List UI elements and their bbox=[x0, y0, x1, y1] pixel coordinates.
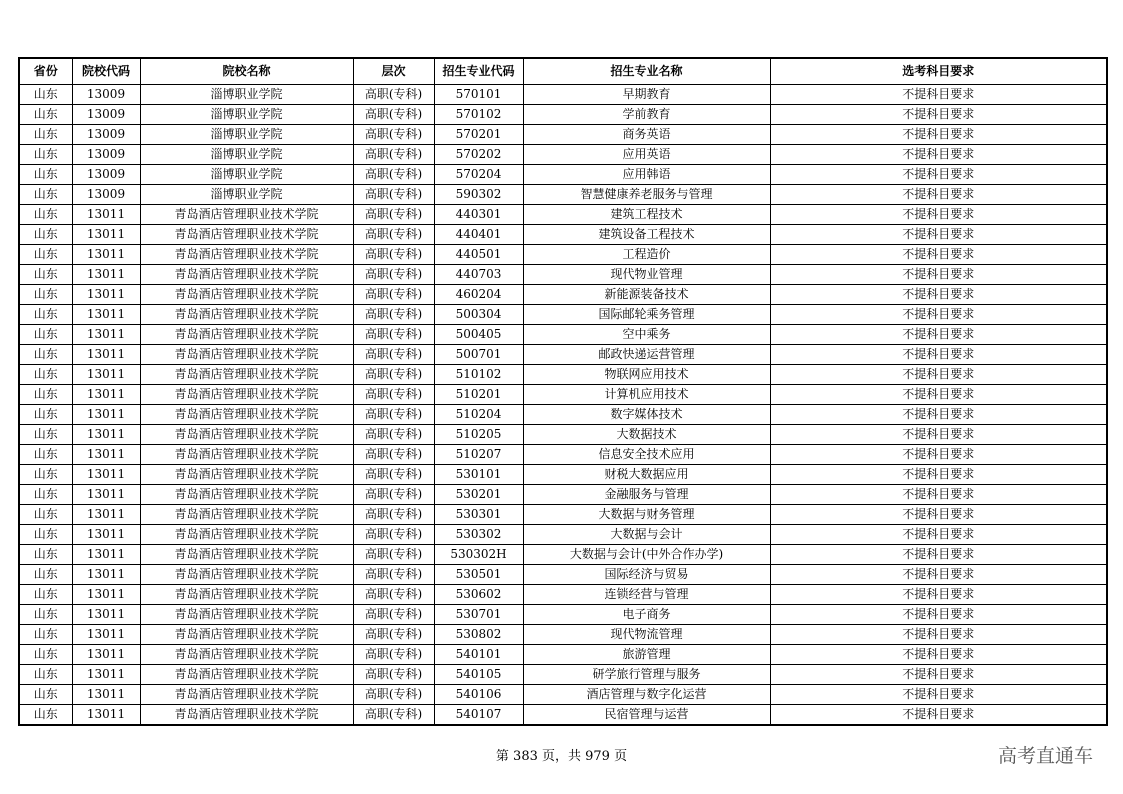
cell-school-code: 13011 bbox=[72, 325, 140, 345]
cell-subject-requirement: 不提科目要求 bbox=[770, 225, 1107, 245]
cell-level: 高职(专科) bbox=[353, 205, 434, 225]
cell-level: 高职(专科) bbox=[353, 465, 434, 485]
cell-school-code: 13011 bbox=[72, 665, 140, 685]
cell-major-name: 应用英语 bbox=[523, 145, 770, 165]
cell-major-code: 440501 bbox=[434, 245, 523, 265]
table-row bbox=[19, 325, 1107, 345]
cell-school-name: 青岛酒店管理职业技术学院 bbox=[140, 565, 353, 585]
cell-subject-requirement: 不提科目要求 bbox=[770, 505, 1107, 525]
table-row bbox=[19, 685, 1107, 705]
cell-school-name: 青岛酒店管理职业技术学院 bbox=[140, 345, 353, 365]
cell-subject-requirement: 不提科目要求 bbox=[770, 705, 1107, 726]
cell-major-name: 信息安全技术应用 bbox=[523, 445, 770, 465]
cell-subject-requirement: 不提科目要求 bbox=[770, 385, 1107, 405]
cell-level: 高职(专科) bbox=[353, 365, 434, 385]
cell-major-code: 530301 bbox=[434, 505, 523, 525]
cell-province: 山东 bbox=[19, 285, 72, 305]
cell-major-code: 530602 bbox=[434, 585, 523, 605]
cell-level: 高职(专科) bbox=[353, 645, 434, 665]
cell-major-code: 530501 bbox=[434, 565, 523, 585]
cell-province: 山东 bbox=[19, 85, 72, 105]
cell-province: 山东 bbox=[19, 525, 72, 545]
cell-school-name: 青岛酒店管理职业技术学院 bbox=[140, 365, 353, 385]
cell-province: 山东 bbox=[19, 685, 72, 705]
cell-school-name: 青岛酒店管理职业技术学院 bbox=[140, 225, 353, 245]
cell-school-name: 青岛酒店管理职业技术学院 bbox=[140, 505, 353, 525]
cell-subject-requirement: 不提科目要求 bbox=[770, 325, 1107, 345]
cell-major-code: 570202 bbox=[434, 145, 523, 165]
cell-major-code: 510102 bbox=[434, 365, 523, 385]
cell-major-code: 530302 bbox=[434, 525, 523, 545]
cell-major-code: 510201 bbox=[434, 385, 523, 405]
cell-school-code: 13011 bbox=[72, 405, 140, 425]
cell-school-code: 13011 bbox=[72, 645, 140, 665]
table-row bbox=[19, 305, 1107, 325]
table-header-row bbox=[19, 58, 1107, 85]
cell-major-name: 智慧健康养老服务与管理 bbox=[523, 185, 770, 205]
cell-school-name: 青岛酒店管理职业技术学院 bbox=[140, 625, 353, 645]
cell-major-name: 商务英语 bbox=[523, 125, 770, 145]
cell-major-code: 510204 bbox=[434, 405, 523, 425]
cell-major-code: 440301 bbox=[434, 205, 523, 225]
cell-province: 山东 bbox=[19, 365, 72, 385]
cell-school-name: 青岛酒店管理职业技术学院 bbox=[140, 705, 353, 726]
cell-province: 山东 bbox=[19, 345, 72, 365]
cell-major-name: 工程造价 bbox=[523, 245, 770, 265]
cell-school-code: 13009 bbox=[72, 145, 140, 165]
table-row bbox=[19, 645, 1107, 665]
table-row bbox=[19, 705, 1107, 726]
cell-subject-requirement: 不提科目要求 bbox=[770, 565, 1107, 585]
cell-subject-requirement: 不提科目要求 bbox=[770, 585, 1107, 605]
table-row bbox=[19, 445, 1107, 465]
cell-province: 山东 bbox=[19, 185, 72, 205]
cell-school-name: 青岛酒店管理职业技术学院 bbox=[140, 385, 353, 405]
cell-province: 山东 bbox=[19, 585, 72, 605]
cell-province: 山东 bbox=[19, 485, 72, 505]
cell-major-name: 计算机应用技术 bbox=[523, 385, 770, 405]
cell-school-name: 青岛酒店管理职业技术学院 bbox=[140, 285, 353, 305]
cell-school-code: 13009 bbox=[72, 165, 140, 185]
cell-school-code: 13011 bbox=[72, 365, 140, 385]
cell-major-name: 学前教育 bbox=[523, 105, 770, 125]
cell-subject-requirement: 不提科目要求 bbox=[770, 625, 1107, 645]
cell-major-code: 570102 bbox=[434, 105, 523, 125]
cell-major-name: 现代物流管理 bbox=[523, 625, 770, 645]
cell-school-code: 13011 bbox=[72, 265, 140, 285]
cell-major-name: 邮政快递运营管理 bbox=[523, 345, 770, 365]
cell-school-name: 青岛酒店管理职业技术学院 bbox=[140, 425, 353, 445]
cell-major-name: 民宿管理与运营 bbox=[523, 705, 770, 726]
cell-subject-requirement: 不提科目要求 bbox=[770, 485, 1107, 505]
cell-province: 山东 bbox=[19, 225, 72, 245]
cell-major-name: 大数据技术 bbox=[523, 425, 770, 445]
cell-level: 高职(专科) bbox=[353, 705, 434, 726]
cell-subject-requirement: 不提科目要求 bbox=[770, 685, 1107, 705]
cell-major-code: 500701 bbox=[434, 345, 523, 365]
cell-major-name: 新能源装备技术 bbox=[523, 285, 770, 305]
cell-school-code: 13011 bbox=[72, 225, 140, 245]
cell-province: 山东 bbox=[19, 245, 72, 265]
cell-school-name: 青岛酒店管理职业技术学院 bbox=[140, 525, 353, 545]
cell-school-code: 13009 bbox=[72, 105, 140, 125]
table-row bbox=[19, 365, 1107, 385]
table-row bbox=[19, 385, 1107, 405]
cell-school-code: 13011 bbox=[72, 605, 140, 625]
cell-school-code: 13009 bbox=[72, 85, 140, 105]
cell-school-name: 青岛酒店管理职业技术学院 bbox=[140, 325, 353, 345]
cell-level: 高职(专科) bbox=[353, 665, 434, 685]
cell-major-code: 510207 bbox=[434, 445, 523, 465]
cell-level: 高职(专科) bbox=[353, 85, 434, 105]
column-header-major-name: 招生专业名称 bbox=[523, 58, 770, 85]
cell-province: 山东 bbox=[19, 125, 72, 145]
cell-major-name: 建筑工程技术 bbox=[523, 205, 770, 225]
cell-level: 高职(专科) bbox=[353, 285, 434, 305]
cell-level: 高职(专科) bbox=[353, 505, 434, 525]
cell-major-code: 460204 bbox=[434, 285, 523, 305]
cell-province: 山东 bbox=[19, 265, 72, 285]
cell-major-code: 570204 bbox=[434, 165, 523, 185]
cell-province: 山东 bbox=[19, 505, 72, 525]
page-number: 第 383 页，共 979 页 bbox=[495, 749, 628, 764]
cell-school-name: 青岛酒店管理职业技术学院 bbox=[140, 465, 353, 485]
cell-level: 高职(专科) bbox=[353, 345, 434, 365]
cell-major-name: 大数据与财务管理 bbox=[523, 505, 770, 525]
table-row bbox=[19, 485, 1107, 505]
cell-level: 高职(专科) bbox=[353, 605, 434, 625]
cell-school-name: 青岛酒店管理职业技术学院 bbox=[140, 245, 353, 265]
cell-school-name: 青岛酒店管理职业技术学院 bbox=[140, 445, 353, 465]
cell-level: 高职(专科) bbox=[353, 685, 434, 705]
cell-level: 高职(专科) bbox=[353, 125, 434, 145]
cell-level: 高职(专科) bbox=[353, 325, 434, 345]
cell-school-code: 13011 bbox=[72, 565, 140, 585]
cell-school-name: 青岛酒店管理职业技术学院 bbox=[140, 545, 353, 565]
cell-level: 高职(专科) bbox=[353, 565, 434, 585]
cell-level: 高职(专科) bbox=[353, 185, 434, 205]
cell-level: 高职(专科) bbox=[353, 245, 434, 265]
cell-subject-requirement: 不提科目要求 bbox=[770, 465, 1107, 485]
cell-subject-requirement: 不提科目要求 bbox=[770, 445, 1107, 465]
cell-level: 高职(专科) bbox=[353, 165, 434, 185]
cell-major-name: 电子商务 bbox=[523, 605, 770, 625]
table-row bbox=[19, 265, 1107, 285]
table-row bbox=[19, 465, 1107, 485]
table-row bbox=[19, 165, 1107, 185]
table-row bbox=[19, 125, 1107, 145]
cell-province: 山东 bbox=[19, 445, 72, 465]
cell-major-code: 540101 bbox=[434, 645, 523, 665]
column-header-school-name: 院校名称 bbox=[140, 58, 353, 85]
cell-level: 高职(专科) bbox=[353, 265, 434, 285]
cell-province: 山东 bbox=[19, 605, 72, 625]
cell-major-name: 早期教育 bbox=[523, 85, 770, 105]
column-header-major-code: 招生专业代码 bbox=[434, 58, 523, 85]
table-row bbox=[19, 245, 1107, 265]
cell-school-code: 13011 bbox=[72, 445, 140, 465]
cell-school-code: 13011 bbox=[72, 705, 140, 726]
table-row bbox=[19, 225, 1107, 245]
cell-major-code: 500405 bbox=[434, 325, 523, 345]
cell-subject-requirement: 不提科目要求 bbox=[770, 425, 1107, 445]
cell-subject-requirement: 不提科目要求 bbox=[770, 165, 1107, 185]
cell-school-code: 13011 bbox=[72, 585, 140, 605]
cell-school-code: 13011 bbox=[72, 485, 140, 505]
cell-subject-requirement: 不提科目要求 bbox=[770, 665, 1107, 685]
cell-major-name: 大数据与会计(中外合作办学) bbox=[523, 545, 770, 565]
cell-major-name: 研学旅行管理与服务 bbox=[523, 665, 770, 685]
cell-subject-requirement: 不提科目要求 bbox=[770, 365, 1107, 385]
cell-level: 高职(专科) bbox=[353, 625, 434, 645]
cell-province: 山东 bbox=[19, 405, 72, 425]
cell-level: 高职(专科) bbox=[353, 585, 434, 605]
table-row bbox=[19, 525, 1107, 545]
cell-major-code: 540107 bbox=[434, 705, 523, 726]
cell-school-code: 13011 bbox=[72, 205, 140, 225]
cell-subject-requirement: 不提科目要求 bbox=[770, 405, 1107, 425]
cell-school-code: 13011 bbox=[72, 505, 140, 525]
cell-school-code: 13009 bbox=[72, 125, 140, 145]
cell-major-code: 570201 bbox=[434, 125, 523, 145]
cell-major-code: 500304 bbox=[434, 305, 523, 325]
column-header-subject-requirement: 选考科目要求 bbox=[770, 58, 1107, 85]
cell-level: 高职(专科) bbox=[353, 445, 434, 465]
cell-province: 山东 bbox=[19, 565, 72, 585]
cell-level: 高职(专科) bbox=[353, 425, 434, 445]
cell-major-name: 财税大数据应用 bbox=[523, 465, 770, 485]
cell-subject-requirement: 不提科目要求 bbox=[770, 85, 1107, 105]
cell-level: 高职(专科) bbox=[353, 225, 434, 245]
cell-school-name: 淄博职业学院 bbox=[140, 165, 353, 185]
table-row bbox=[19, 405, 1107, 425]
cell-subject-requirement: 不提科目要求 bbox=[770, 185, 1107, 205]
cell-major-name: 金融服务与管理 bbox=[523, 485, 770, 505]
cell-subject-requirement: 不提科目要求 bbox=[770, 285, 1107, 305]
table-row bbox=[19, 585, 1107, 605]
cell-level: 高职(专科) bbox=[353, 305, 434, 325]
cell-school-code: 13011 bbox=[72, 625, 140, 645]
cell-level: 高职(专科) bbox=[353, 405, 434, 425]
cell-school-code: 13011 bbox=[72, 425, 140, 445]
column-header-school-code: 院校代码 bbox=[72, 58, 140, 85]
table-row bbox=[19, 345, 1107, 365]
cell-major-code: 540106 bbox=[434, 685, 523, 705]
cell-province: 山东 bbox=[19, 705, 72, 726]
cell-subject-requirement: 不提科目要求 bbox=[770, 305, 1107, 325]
cell-major-code: 530802 bbox=[434, 625, 523, 645]
cell-major-code: 530302H bbox=[434, 545, 523, 565]
table-row bbox=[19, 565, 1107, 585]
cell-subject-requirement: 不提科目要求 bbox=[770, 145, 1107, 165]
cell-subject-requirement: 不提科目要求 bbox=[770, 265, 1107, 285]
cell-major-name: 现代物业管理 bbox=[523, 265, 770, 285]
cell-school-code: 13009 bbox=[72, 185, 140, 205]
cell-school-name: 青岛酒店管理职业技术学院 bbox=[140, 405, 353, 425]
cell-school-name: 淄博职业学院 bbox=[140, 125, 353, 145]
cell-school-name: 青岛酒店管理职业技术学院 bbox=[140, 645, 353, 665]
table-row bbox=[19, 605, 1107, 625]
cell-province: 山东 bbox=[19, 325, 72, 345]
column-header-province: 省份 bbox=[19, 58, 72, 85]
cell-school-code: 13011 bbox=[72, 245, 140, 265]
table-row bbox=[19, 505, 1107, 525]
cell-province: 山东 bbox=[19, 465, 72, 485]
cell-major-code: 530101 bbox=[434, 465, 523, 485]
cell-subject-requirement: 不提科目要求 bbox=[770, 245, 1107, 265]
cell-level: 高职(专科) bbox=[353, 105, 434, 125]
cell-level: 高职(专科) bbox=[353, 485, 434, 505]
cell-major-name: 酒店管理与数字化运营 bbox=[523, 685, 770, 705]
cell-school-name: 青岛酒店管理职业技术学院 bbox=[140, 665, 353, 685]
cell-subject-requirement: 不提科目要求 bbox=[770, 645, 1107, 665]
table-row bbox=[19, 425, 1107, 445]
cell-school-code: 13011 bbox=[72, 345, 140, 365]
table-body bbox=[19, 85, 1107, 726]
admissions-table bbox=[18, 57, 1108, 726]
cell-major-name: 国际经济与贸易 bbox=[523, 565, 770, 585]
cell-subject-requirement: 不提科目要求 bbox=[770, 345, 1107, 365]
cell-major-name: 连锁经营与管理 bbox=[523, 585, 770, 605]
cell-school-name: 青岛酒店管理职业技术学院 bbox=[140, 485, 353, 505]
column-header-level: 层次 bbox=[353, 58, 434, 85]
cell-major-code: 530201 bbox=[434, 485, 523, 505]
cell-school-name: 青岛酒店管理职业技术学院 bbox=[140, 605, 353, 625]
cell-subject-requirement: 不提科目要求 bbox=[770, 545, 1107, 565]
cell-province: 山东 bbox=[19, 645, 72, 665]
cell-major-code: 510205 bbox=[434, 425, 523, 445]
cell-major-name: 大数据与会计 bbox=[523, 525, 770, 545]
cell-level: 高职(专科) bbox=[353, 385, 434, 405]
cell-major-name: 应用韩语 bbox=[523, 165, 770, 185]
table-row bbox=[19, 545, 1107, 565]
cell-major-code: 440703 bbox=[434, 265, 523, 285]
cell-school-name: 淄博职业学院 bbox=[140, 145, 353, 165]
cell-school-code: 13011 bbox=[72, 525, 140, 545]
cell-major-name: 旅游管理 bbox=[523, 645, 770, 665]
cell-province: 山东 bbox=[19, 205, 72, 225]
table-row bbox=[19, 85, 1107, 105]
cell-subject-requirement: 不提科目要求 bbox=[770, 205, 1107, 225]
table-row bbox=[19, 145, 1107, 165]
cell-level: 高职(专科) bbox=[353, 525, 434, 545]
cell-school-name: 青岛酒店管理职业技术学院 bbox=[140, 305, 353, 325]
cell-school-code: 13011 bbox=[72, 685, 140, 705]
cell-school-name: 青岛酒店管理职业技术学院 bbox=[140, 685, 353, 705]
cell-province: 山东 bbox=[19, 165, 72, 185]
watermark-logo: 高考直通车 bbox=[997, 745, 1093, 767]
cell-province: 山东 bbox=[19, 625, 72, 645]
cell-school-code: 13011 bbox=[72, 385, 140, 405]
table-row bbox=[19, 665, 1107, 685]
table-row bbox=[19, 205, 1107, 225]
cell-level: 高职(专科) bbox=[353, 145, 434, 165]
cell-school-code: 13011 bbox=[72, 305, 140, 325]
cell-major-code: 540105 bbox=[434, 665, 523, 685]
table-row bbox=[19, 105, 1107, 125]
cell-province: 山东 bbox=[19, 105, 72, 125]
cell-major-code: 530701 bbox=[434, 605, 523, 625]
cell-major-name: 空中乘务 bbox=[523, 325, 770, 345]
cell-province: 山东 bbox=[19, 425, 72, 445]
cell-province: 山东 bbox=[19, 145, 72, 165]
cell-school-name: 青岛酒店管理职业技术学院 bbox=[140, 205, 353, 225]
cell-school-code: 13011 bbox=[72, 465, 140, 485]
table-row bbox=[19, 285, 1107, 305]
cell-subject-requirement: 不提科目要求 bbox=[770, 605, 1107, 625]
cell-province: 山东 bbox=[19, 545, 72, 565]
cell-subject-requirement: 不提科目要求 bbox=[770, 125, 1107, 145]
cell-province: 山东 bbox=[19, 305, 72, 325]
cell-school-name: 淄博职业学院 bbox=[140, 185, 353, 205]
table-row bbox=[19, 185, 1107, 205]
cell-major-name: 国际邮轮乘务管理 bbox=[523, 305, 770, 325]
cell-school-name: 淄博职业学院 bbox=[140, 105, 353, 125]
table-row bbox=[19, 625, 1107, 645]
cell-major-name: 建筑设备工程技术 bbox=[523, 225, 770, 245]
cell-school-code: 13011 bbox=[72, 285, 140, 305]
cell-major-code: 570101 bbox=[434, 85, 523, 105]
cell-major-name: 物联网应用技术 bbox=[523, 365, 770, 385]
cell-major-code: 590302 bbox=[434, 185, 523, 205]
cell-school-name: 青岛酒店管理职业技术学院 bbox=[140, 265, 353, 285]
cell-school-name: 淄博职业学院 bbox=[140, 85, 353, 105]
cell-subject-requirement: 不提科目要求 bbox=[770, 525, 1107, 545]
cell-province: 山东 bbox=[19, 385, 72, 405]
cell-level: 高职(专科) bbox=[353, 545, 434, 565]
cell-major-code: 440401 bbox=[434, 225, 523, 245]
cell-province: 山东 bbox=[19, 665, 72, 685]
cell-school-code: 13011 bbox=[72, 545, 140, 565]
cell-school-name: 青岛酒店管理职业技术学院 bbox=[140, 585, 353, 605]
cell-major-name: 数字媒体技术 bbox=[523, 405, 770, 425]
cell-subject-requirement: 不提科目要求 bbox=[770, 105, 1107, 125]
